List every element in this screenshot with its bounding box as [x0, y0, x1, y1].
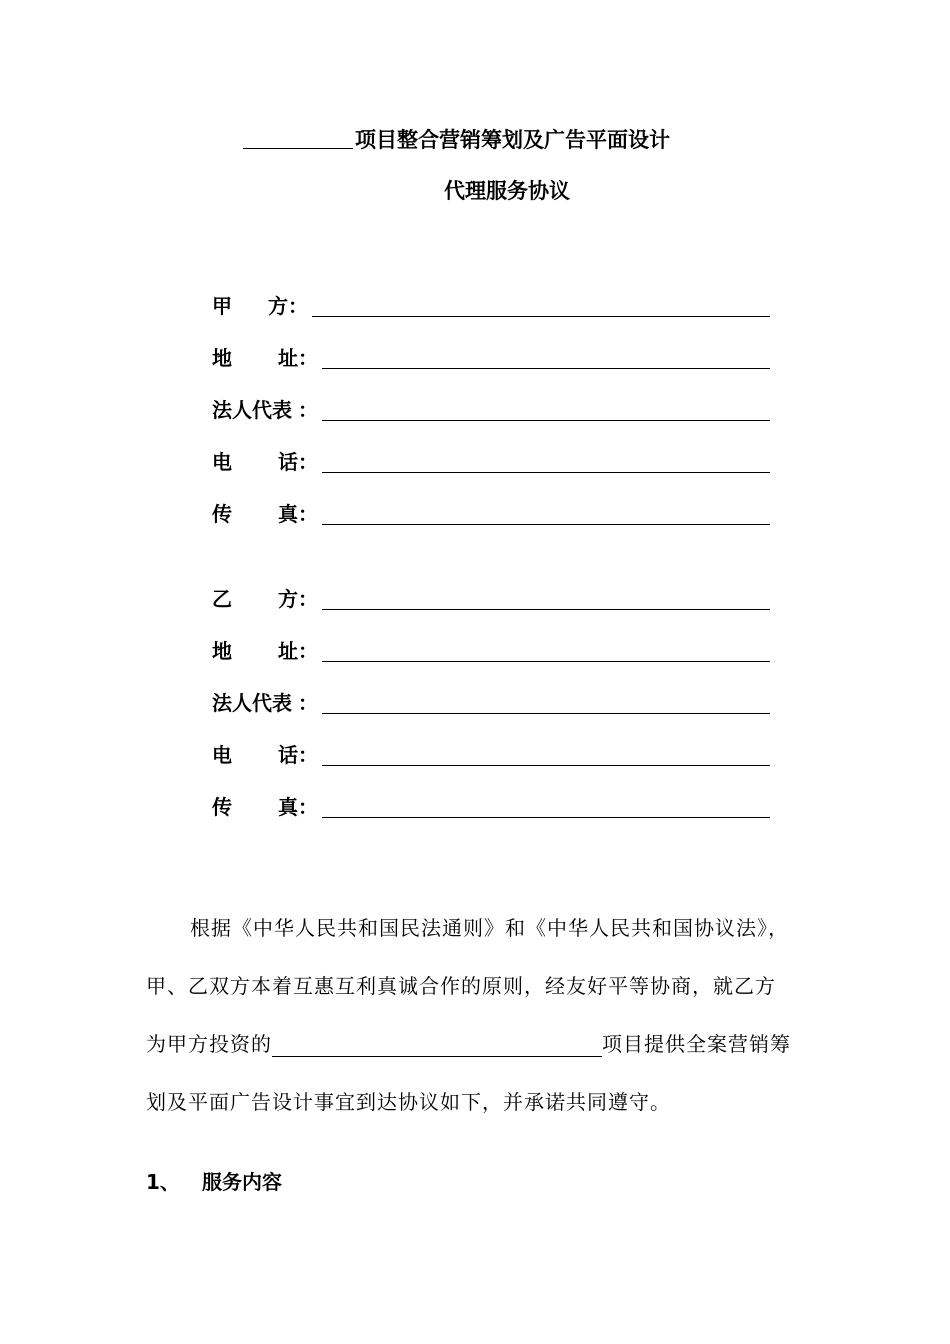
field-label: 话 — [278, 450, 298, 474]
subtitle-text: 代理服务协议 — [444, 179, 570, 203]
body-line-3-end: 项目提供全案营销筹 — [602, 1032, 791, 1056]
field-label: 法人代表 — [212, 398, 292, 422]
field-label: 甲 — [212, 294, 232, 318]
body-line-1: 根据《中华人民共和国民法通则》和《中华人民共和国协议法》， — [190, 916, 789, 940]
party-a-name-field — [0, 290, 950, 320]
field-label: 传 — [212, 502, 232, 526]
field-colon: ： — [298, 398, 318, 422]
fill-in-line — [322, 661, 770, 662]
field-colon: ： — [288, 294, 308, 318]
field-label: 地 — [212, 346, 232, 370]
field-label: 传 — [212, 795, 232, 819]
party-a-phone-field — [0, 446, 950, 476]
fill-in-line — [322, 609, 770, 610]
field-colon: ： — [298, 587, 318, 611]
field-label: 电 — [212, 450, 232, 474]
fill-in-line — [322, 524, 770, 525]
field-colon: ： — [298, 450, 318, 474]
field-colon: ： — [298, 502, 318, 526]
fill-in-line — [322, 368, 770, 369]
field-label: 址 — [278, 639, 298, 663]
body-line-3 — [146, 1028, 866, 1057]
field-colon: ： — [298, 691, 318, 715]
field-label: 方 — [268, 294, 288, 318]
field-colon: ： — [298, 743, 318, 767]
party-b-fax-field — [0, 791, 950, 821]
field-label: 地 — [212, 639, 232, 663]
fill-in-line — [322, 765, 770, 766]
field-colon: ： — [298, 346, 318, 370]
section-number: 1、 — [146, 1170, 180, 1194]
field-label: 真 — [278, 795, 298, 819]
field-colon: ： — [298, 639, 318, 663]
project-name-blank — [243, 148, 353, 149]
investment-project-blank — [272, 1036, 602, 1057]
fill-in-line — [322, 713, 770, 714]
field-label: 方 — [278, 587, 298, 611]
party-a-fax-field — [0, 498, 950, 528]
field-label: 址 — [278, 346, 298, 370]
party-a-address-field — [0, 342, 950, 372]
party-b-name-field — [0, 583, 950, 613]
section-title: 服务内容 — [202, 1170, 282, 1194]
title-text: 项目整合营销筹划及广告平面设计 — [355, 128, 670, 152]
field-label: 电 — [212, 743, 232, 767]
party-b-address-field — [0, 635, 950, 665]
fill-in-line — [322, 817, 770, 818]
party-b-rep-field — [0, 687, 950, 717]
party-b-phone-field — [0, 739, 950, 769]
body-line-4: 划及平面广告设计事宜到达协议如下，并承诺共同遵守。 — [146, 1090, 671, 1114]
party-a-rep-field — [0, 394, 950, 424]
fill-in-line — [312, 316, 770, 317]
field-label: 法人代表 — [212, 691, 292, 715]
field-colon: ： — [298, 795, 318, 819]
field-label: 话 — [278, 743, 298, 767]
body-line-2: 甲、乙双方本着互惠互利真诚合作的原则，经友好平等协商，就乙方 — [146, 974, 776, 998]
field-label: 乙 — [212, 587, 232, 611]
field-label: 真 — [278, 502, 298, 526]
fill-in-line — [322, 472, 770, 473]
body-line-3-start: 为甲方投资的 — [146, 1032, 272, 1056]
fill-in-line — [322, 420, 770, 421]
